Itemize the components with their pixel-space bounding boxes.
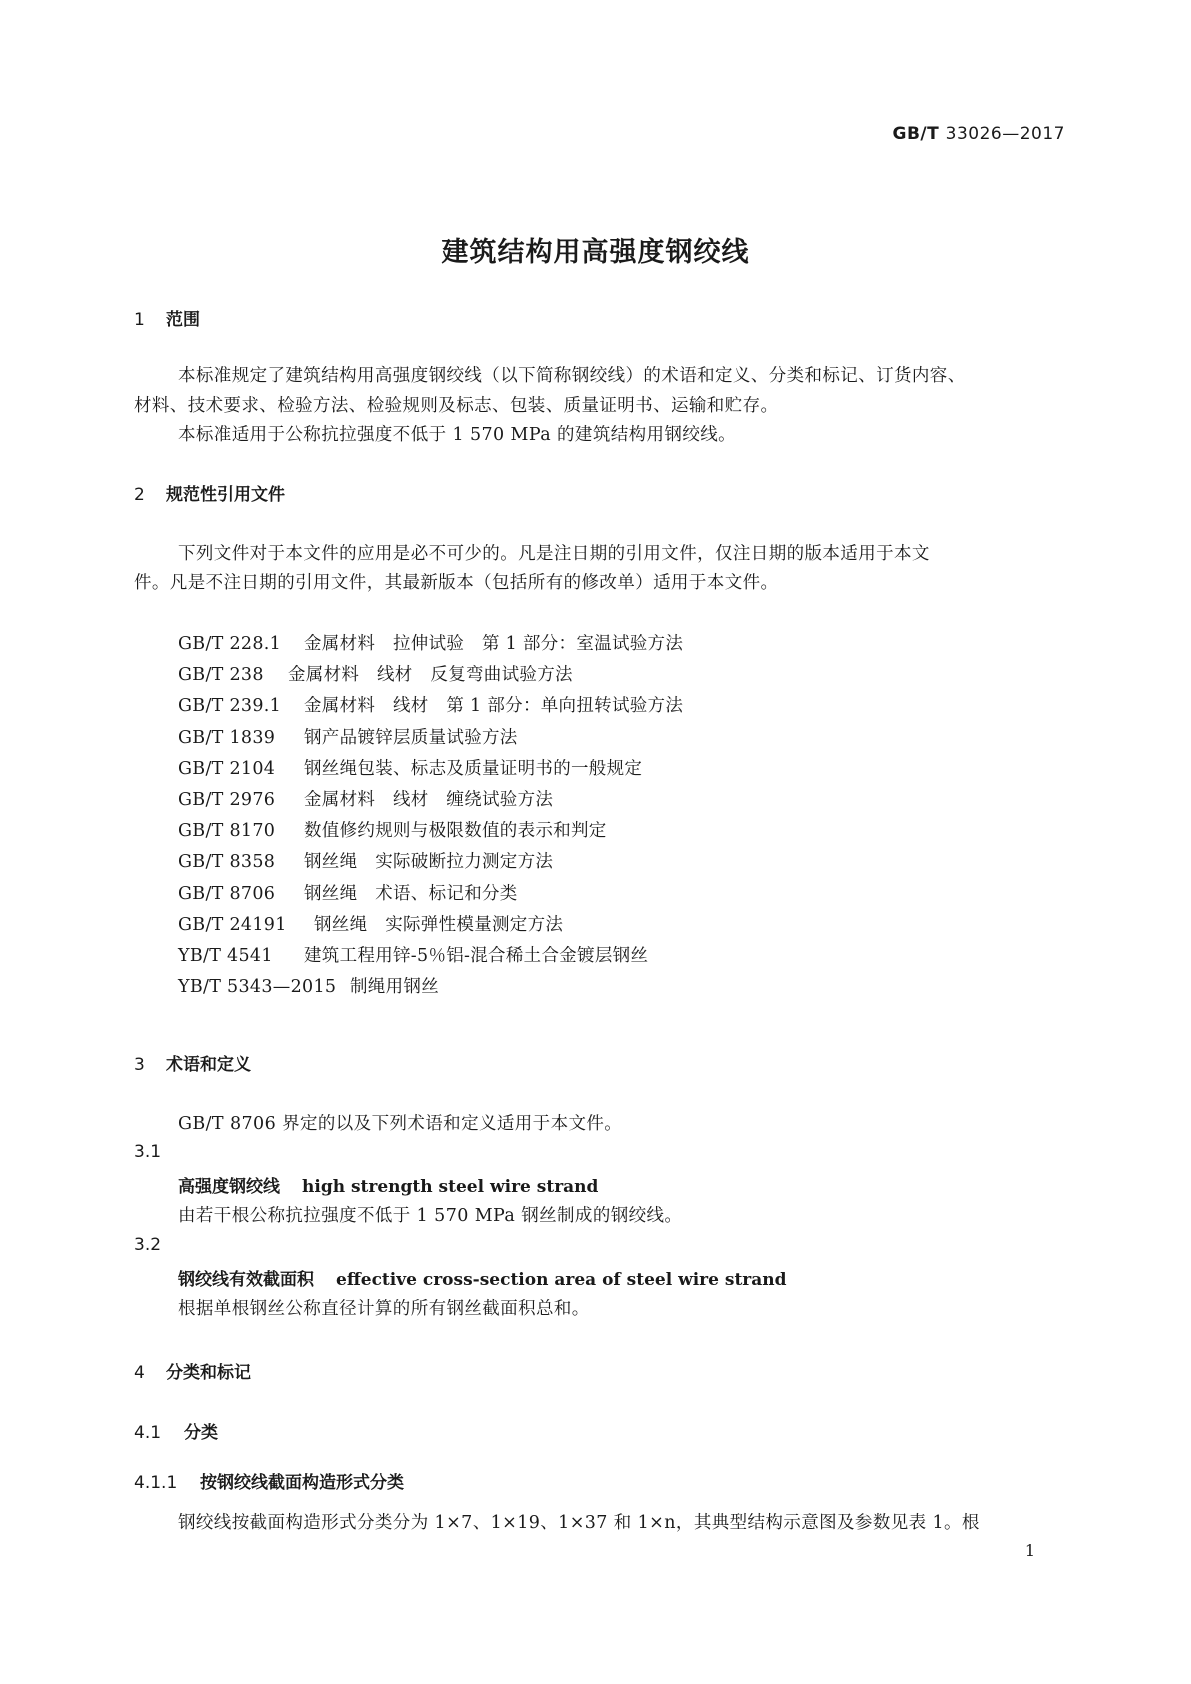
term-3-1-number: 3.1 bbox=[134, 1142, 162, 1162]
reference-item: YB/T 4541 建筑工程用锌-5％铝-混合稀土合金镀层钢丝 bbox=[178, 946, 649, 967]
section-3-intro: GB/T 8706 界定的以及下列术语和定义适用于本文件。 bbox=[178, 1114, 623, 1134]
reference-item: YB/T 5343—2015 制绳用钢丝 bbox=[178, 977, 439, 998]
section-1-heading: 1 范围 bbox=[134, 310, 200, 330]
reference-item: GB/T 2104 钢丝绳包装、标志及质量证明书的一般规定 bbox=[178, 758, 643, 779]
section-1-para-1-line-1: 本标准规定了建筑结构用高强度钢绞线（以下简称钢绞线）的术语和定义、分类和标记、订货内容、 bbox=[178, 366, 966, 386]
term-3-1: 高强度钢绞线 high strength steel wire strand bbox=[178, 1177, 599, 1197]
section-4-1-1-heading: 4.1.1 按钢绞线截面构造形式分类 bbox=[134, 1473, 404, 1493]
term-3-2: 钢绞线有效截面积 effective cross-section area of steel wire strand bbox=[178, 1270, 787, 1290]
section-4-1-1-para: 钢绞线按截面构造形式分类分为 1×7、1×19、1×37 和 1×n，其典型结构示意图及参数见表 1。根 bbox=[178, 1513, 980, 1533]
section-4-1-heading: 4.1 分类 bbox=[134, 1423, 218, 1443]
section-2-para-1-line-2: 件。凡是不注日期的引用文件，其最新版本（包括所有的修改单）适用于本文件。 bbox=[134, 573, 779, 593]
section-1-para-2: 本标准适用于公称抗拉强度不低于 1 570 MPa 的建筑结构用钢绞线。 bbox=[178, 425, 737, 445]
section-3-heading: 3 术语和定义 bbox=[134, 1055, 251, 1075]
reference-item: GB/T 24191 钢丝绳 实际弹性模量测定方法 bbox=[178, 914, 564, 935]
normative-references-list bbox=[178, 629, 683, 1003]
document-title: 建筑结构用高强度钢绞线 bbox=[441, 237, 750, 268]
section-2-heading: 2 规范性引用文件 bbox=[134, 485, 285, 505]
page-number: 1 bbox=[1024, 1541, 1035, 1560]
reference-item: GB/T 8706 钢丝绳 术语、标记和分类 bbox=[178, 883, 518, 904]
term-3-1-definition: 由若干根公称抗拉强度不低于 1 570 MPa 钢丝制成的钢绞线。 bbox=[178, 1206, 683, 1226]
term-3-2-number: 3.2 bbox=[134, 1235, 162, 1255]
reference-item: GB/T 8170 数值修约规则与极限数值的表示和判定 bbox=[178, 821, 607, 842]
standard-number: 33026—2017 bbox=[945, 124, 1065, 144]
reference-item: GB/T 239.1 金属材料 线材 第 1 部分：单向扭转试验方法 bbox=[178, 696, 684, 717]
reference-item: GB/T 8358 钢丝绳 实际破断拉力测定方法 bbox=[178, 852, 554, 873]
section-4-heading: 4 分类和标记 bbox=[134, 1363, 251, 1383]
standard-code bbox=[893, 124, 1065, 144]
reference-item: GB/T 228.1 金属材料 拉伸试验 第 1 部分：室温试验方法 bbox=[178, 634, 684, 654]
reference-item: GB/T 2976 金属材料 线材 缠绕试验方法 bbox=[178, 790, 554, 811]
standard-prefix: GB/T bbox=[892, 124, 940, 144]
reference-item: GB/T 238 金属材料 线材 反复弯曲试验方法 bbox=[178, 665, 573, 686]
section-1-para-1-line-2: 材料、技术要求、检验方法、检验规则及标志、包装、质量证明书、运输和贮存。 bbox=[134, 396, 779, 416]
reference-item: GB/T 1839 钢产品镀锌层质量试验方法 bbox=[178, 727, 518, 748]
section-2-para-1-line-1: 下列文件对于本文件的应用是必不可少的。凡是注日期的引用文件，仅注日期的版本适用于本文 bbox=[178, 544, 930, 564]
term-3-2-definition: 根据单根钢丝公称直径计算的所有钢丝截面积总和。 bbox=[178, 1299, 590, 1319]
